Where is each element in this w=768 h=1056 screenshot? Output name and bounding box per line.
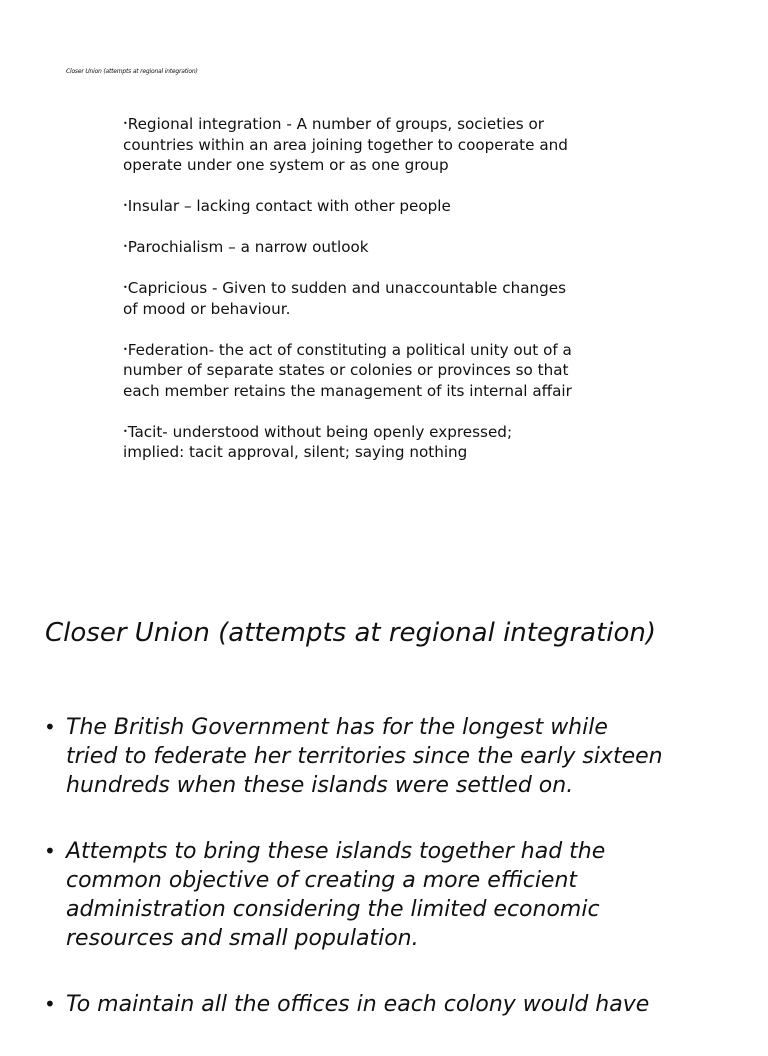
bullet-icon: • [44,715,56,739]
bullet-icon: • [44,992,56,1016]
glossary-item-federation [123,340,643,402]
bullet-points [44,713,734,1056]
glossary-text: Parochialism – a narrow outlook [127,238,369,256]
glossary-item-capricious [123,278,643,319]
glossary-text: Federation- the act of constituting a political unity out of a number of separate states or colonies or provinces so that each member retains the management of its internal affair [123,340,572,400]
point-text: Attempts to bring these islands together had the common objective of creating a more efficient administration considering the limited economic resources and small population. [66,839,606,951]
point-item [44,837,734,953]
glossary-item-regional-integration [123,114,643,176]
point-text: The British Government has for the longest while tried to federate her territories since the early sixteen hundreds when these islands were settled on. [66,715,663,798]
bullet-icon: • [123,344,128,354]
glossary-item-tacit [123,422,643,463]
point-item [44,713,734,800]
section-title: Closer Union (attempts at regional integration) [45,618,657,648]
glossary-text: Regional integration - A number of groups, societies or countries within an area joining together to cooperate and operate under one system or as one group [123,115,568,174]
page-header: Closer Union (attempts at regional integration) [66,68,198,75]
glossary-text: Capricious - Given to sudden and unaccountable changes of mood or behaviour. [123,279,567,318]
bullet-icon: • [44,839,56,863]
bullet-icon: • [123,283,128,292]
glossary-item-insular [123,196,643,217]
bullet-icon: • [123,201,128,210]
bullet-icon: • [123,426,128,436]
bullet-icon: • [123,119,128,128]
point-item [44,990,734,1019]
glossary-text: Insular – lacking contact with other people [127,197,451,215]
bullet-icon: • [123,242,128,251]
glossary-list [123,114,643,483]
point-text: To maintain all the offices in each colony would have [66,992,650,1017]
glossary-item-parochialism [123,237,643,258]
glossary-text: Tacit- understood without being openly expressed; implied: tacit approval, silent; saying nothing [123,422,513,461]
